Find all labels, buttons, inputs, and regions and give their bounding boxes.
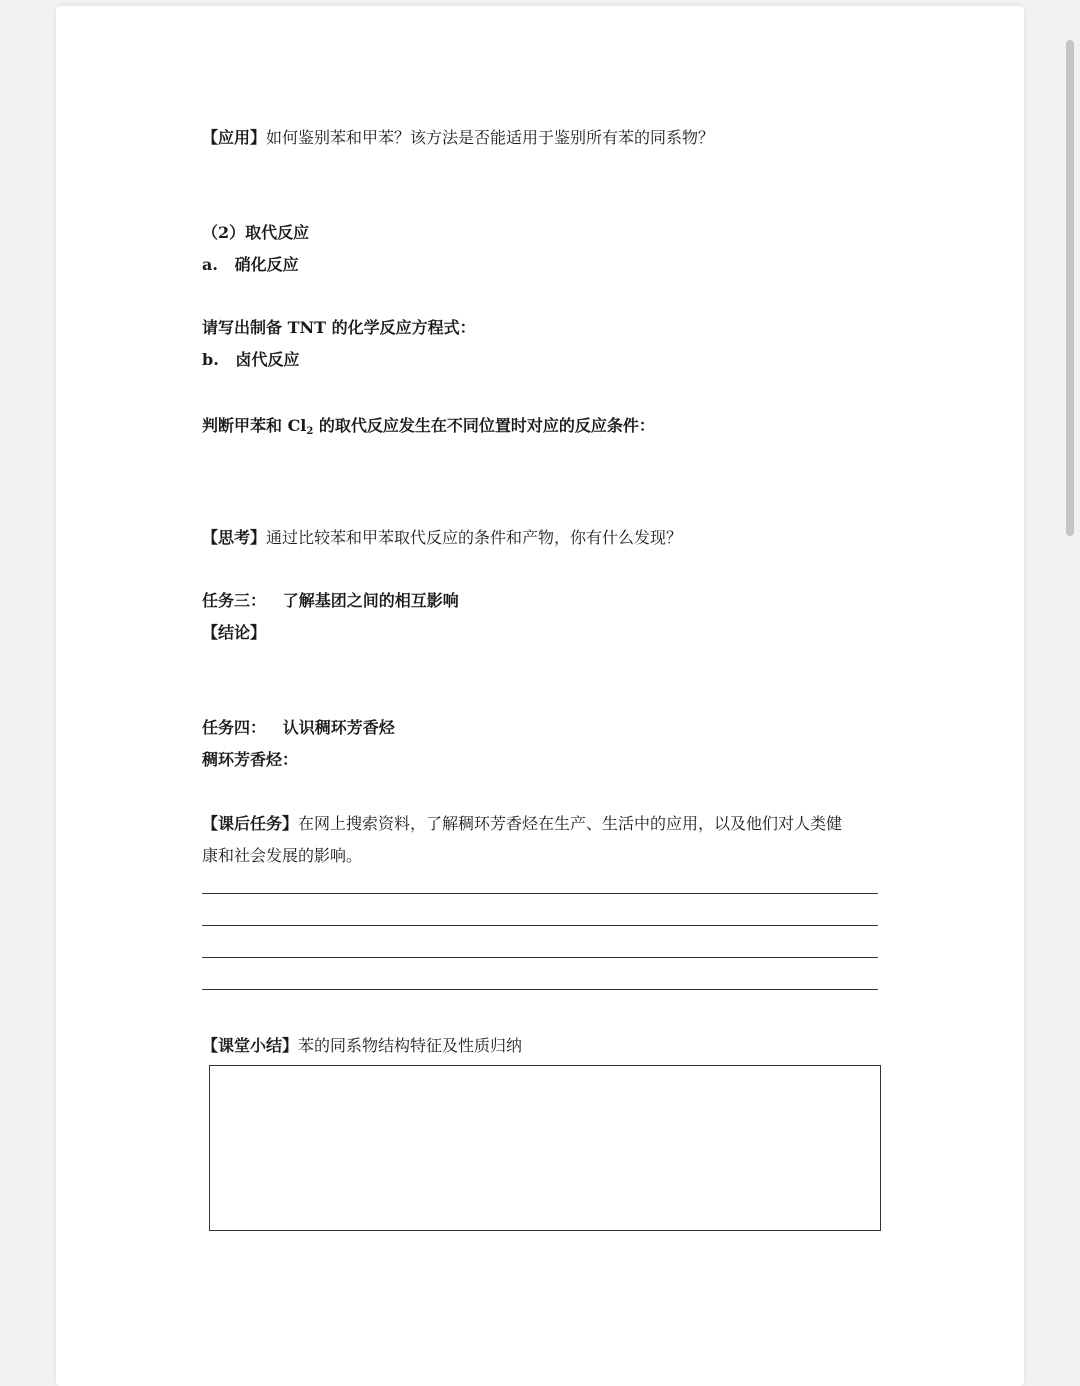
homework-text-1: 在网上搜索资料，了解稠环芳香烃在生产、生活中的应用，以及他们对人类健: [298, 814, 843, 833]
task-four-text: 认识稠环芳香烃: [282, 718, 395, 737]
judge-subscript: 2: [306, 426, 314, 437]
scrollbar-thumb[interactable]: [1066, 40, 1074, 536]
homework-line-1: [202, 813, 842, 835]
item-b-text: 卤代反应: [235, 350, 300, 369]
summary-tag: 【课堂小结】: [202, 1036, 299, 1055]
task-three-text: 了解基团之间的相互影响: [282, 591, 459, 610]
summary-answer-box: [209, 1065, 881, 1231]
item-a: [202, 254, 299, 276]
judge-prompt: [202, 415, 655, 443]
section-substitution-title: （2）取代反应: [202, 223, 310, 242]
fused-ring-label: 稠环芳香烃：: [202, 750, 299, 769]
task-four-label: 任务四：: [202, 718, 267, 737]
task-three-label: 任务三：: [202, 591, 267, 610]
think-text: 通过比较苯和甲苯取代反应的条件和产物，你有什么发现？: [266, 528, 683, 547]
scrollbar[interactable]: [1062, 0, 1080, 1362]
task-four: [202, 717, 395, 739]
answer-line-1: [202, 893, 878, 894]
item-a-label: a.: [202, 255, 218, 274]
summary-heading: [202, 1035, 522, 1057]
item-b-label: b.: [202, 350, 219, 369]
conclusion-tag: 【结论】: [202, 623, 267, 642]
answer-line-4: [202, 989, 878, 990]
item-b: [202, 349, 300, 371]
summary-text: 苯的同系物结构特征及性质归纳: [298, 1036, 523, 1055]
apply-question: [202, 127, 714, 149]
apply-text: 如何鉴别苯和甲苯？该方法是否能适用于鉴别所有苯的同系物？: [266, 128, 715, 147]
homework-tag: 【课后任务】: [202, 814, 299, 833]
judge-suffix: 的取代反应发生在不同位置时对应的反应条件：: [313, 416, 655, 435]
think-question: [202, 527, 682, 549]
answer-line-2: [202, 925, 878, 926]
apply-tag: 【应用】: [202, 128, 267, 147]
judge-prefix: 判断甲苯和 Cl: [202, 416, 307, 435]
answer-line-3: [202, 957, 878, 958]
think-tag: 【思考】: [202, 528, 267, 547]
homework-line-2: 康和社会发展的影响。: [202, 846, 363, 865]
item-a-text: 硝化反应: [234, 255, 299, 274]
task-three: [202, 590, 459, 612]
tnt-prompt: 请写出制备 TNT 的化学反应方程式：: [202, 318, 476, 337]
